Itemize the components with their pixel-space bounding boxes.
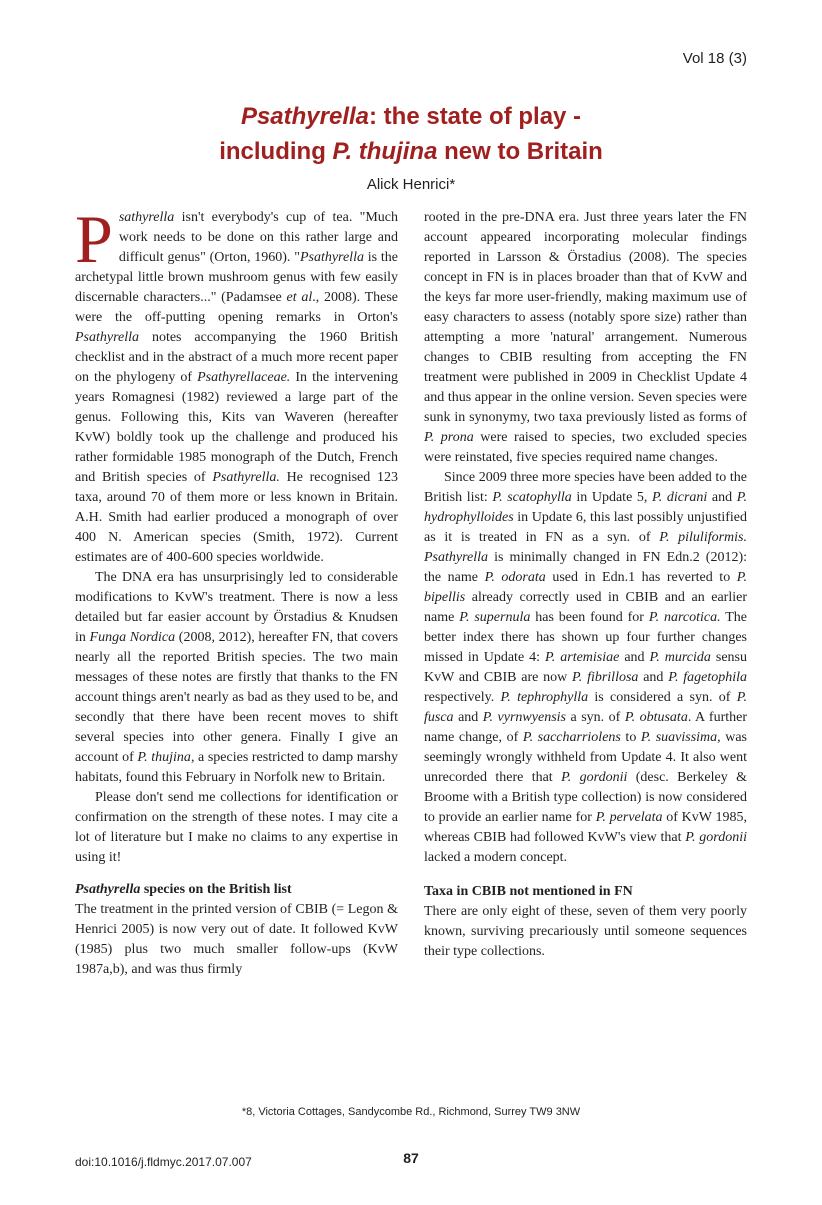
text-run: . A further name change, of [424,710,747,745]
title-genus: Psathyrella [240,103,370,130]
text-run: respectively. [424,690,501,705]
paragraph-treatment [75,900,398,980]
paragraph-eight-taxa [424,902,747,962]
title-line-2-pre: including [219,138,333,165]
text-run: There are only eight of these, seven of them very poorly known, surviving precariously until someone sequences their type collections. [424,904,747,959]
italic-run: P. hydrophylloides [424,490,747,525]
text-run: already correctly used in CBIB and an earlier name [424,590,747,625]
text-run: The treatment in the printed version of CBIB (= Legon & Henrici 2005) is now very out of date. It followed KvW (1985) plus two much smaller follow-ups (KvW 1987a,b), and was thus firmly [75,902,398,977]
italic-run: Psathyrella [75,330,140,345]
italic-run: P. pervelata [595,810,663,825]
text-run: and [453,710,483,725]
italic-run: P. odorata [484,570,546,585]
text-run: , a species restricted to damp marshy habitats, found this February in Norfolk new to Britain. [75,750,398,785]
section-heading-british-list [75,880,398,900]
text-run: Since 2009 three more species have been added to the British list: [424,470,747,505]
article-title [0,99,822,169]
paragraph-since-2009 [424,468,747,868]
text-run: in Update 5, [571,490,652,505]
paragraph-collections [75,788,398,868]
title-line-2 [0,134,822,169]
text-run: is minimally changed in FN Edn.2 (2012): the name [424,550,747,585]
text-run: used in Edn.1 has reverted to [545,570,737,585]
text-run: (2008, 2012), hereafter FN, that covers nearly all the reported British species. The two main messages of these notes are firstly that thanks to the FN account things aren't nearly as bad as they used to be, and secondly that there have been recent moves to shift several species into other genera. Finally I give an account of [75,630,399,765]
right-column [424,208,747,962]
italic-run: P. saccharriolens [522,730,621,745]
italic-run: P. suavissima [640,730,718,745]
text-run: lacked a modern concept. [424,850,568,865]
text-run: notes accompanying the 1960 British checklist and in the abstract of a much more recent paper on the phylogeny of [75,330,398,385]
text-run: Please don't send me collections for identification or confirmation on the strength of these notes. I may cite a lot of literature but I make no claims to any expertise in using it! [75,790,398,865]
section-heading-genus: Psathyrella [75,882,141,897]
drop-cap: P [75,201,113,277]
italic-run: Psathyrella [299,250,364,265]
text-run: and [707,490,737,505]
title-line-1 [0,99,822,134]
text-run: (desc. Berkeley & Broome with a British type collection) is now considered to provide an earlier name for [424,770,747,825]
section-heading-taxa: Taxa in CBIB not mentioned in FN [424,884,633,899]
italic-run: P. murcida [649,650,711,665]
italic-run: P. bipellis [424,570,748,605]
italic-run: P. scatophylla [492,490,572,505]
text-run: were raised to species, two excluded species were reinstated, five species required name changes. [424,430,747,465]
italic-run: et al [286,290,313,305]
left-column [75,201,399,980]
text-run: is considered a syn. of [588,690,737,705]
author-name: Alick Henrici* [366,176,456,193]
title-line-1-rest: : the state of play - [369,103,582,130]
italic-run: P. prona [424,430,474,445]
italic-run: P. gordonii [561,770,628,785]
italic-run: P. fusca [424,690,747,725]
text-run: isn't everybody's cup of tea. "Much work needs to be done on this rather large and difficult genus" (Orton, 1960). " [118,210,398,265]
text-run: of KvW 1985, whereas CBIB had followed KvW's view that [424,810,747,845]
title-line-2-post: new to Britain [437,138,603,165]
italic-run: Psathyrellaceae. [197,370,291,385]
italic-run: P. vyrnwyensis [482,710,566,725]
paragraph-intro [75,201,399,568]
doi-link[interactable]: doi:10.1016/j.fldmyc.2017.07.007 [75,1155,252,1169]
text-run: The DNA era has unsurprisingly led to considerable modifications to KvW's treatment. There is now a less detailed but far easier account by Örstadius & Knudsen in [75,570,398,645]
section-heading-rest: species on the British list [140,882,292,897]
text-run: and [638,670,669,685]
italic-run: P. narcotica. [648,610,721,625]
italic-run: P. tephrophylla [500,690,589,705]
paragraph-pre-dna [424,208,747,468]
italic-run: P. piluliformis. Psathyrella [424,530,748,565]
italic-run: P. fagetophila [668,670,747,685]
italic-run: P. dicrani [652,490,708,505]
text-run: a syn. of [565,710,625,725]
italic-run: Funga Nordica [89,630,176,645]
text-run: In the intervening years Romagnesi (1982) reviewed a large part of the genus. Following this, Kits van Waveren (hereafter KvW) boldly took up the challenge and produced his rather formidable 1985 monograph of the Dutch, French and British species of [75,370,399,485]
text-run: The better index there has shown up four further changes missed in Update 4: [424,610,748,665]
text-run: He recognised 123 taxa, around 70 of them more or less known in Britain. A.H. Smith had earlier produced a monograph of over 400 N. American species (Smith, 1972). Current estimates are of 400-600 species worldwide. [75,470,399,565]
title-species: P. thujina [332,138,438,165]
paragraph-dna-era [75,568,398,788]
italic-run: P. obtusata [624,710,688,725]
italic-run: P. thujina [137,750,191,765]
text-run: sensu KvW and CBIB are now [424,650,747,685]
paragraph-text [75,201,399,565]
page-number: 87 [403,1150,419,1166]
text-run: to [620,730,641,745]
text-run: is the archetypal little brown mushroom genus with few easily discernable characters..." (Padamsee [75,250,398,305]
italic-run: P. artemisiae [545,650,620,665]
italic-run: Psathyrella. [212,470,280,485]
author-footnote: *8, Victoria Cottages, Sandycombe Rd., Richmond, Surrey TW9 3NW [241,1106,581,1118]
italic-run: P. fibrillosa [572,670,639,685]
text-run: and [619,650,650,665]
text-run: ., 2008). These were the off-putting opening remarks in Orton's [75,290,398,325]
italic-run: sathyrella [118,210,175,225]
text-run: , was seemingly wrongly withheld from Update 4. It also went unrecorded there that [424,730,747,785]
italic-run: P. supernula [459,610,531,625]
text-run: in Update 6, this last possibly unjustified as it is treated in FN as a syn. of [424,510,747,545]
text-run: has been found for [530,610,649,625]
text-run: rooted in the pre-DNA era. Just three years later the FN account appeared incorporating molecular findings reported in Larsson & Örstadius (2008). The species concept in FN is in places broader than that of KvW and the keys far more user-friendly, making maximum use of easy characters to assess (notably spore size) rather than attempting a more 'natural' arrangement. Numerous changes to CBIB resulting from accepting the FN treatment were published in 2009 in Checklist Update 4 and thus appear in the online version. Seven species were sunk in synonymy, two taxa previously listed as forms of [424,210,747,425]
italic-run: P. gordonii [685,830,747,845]
volume-label: Vol 18 (3) [682,50,747,67]
